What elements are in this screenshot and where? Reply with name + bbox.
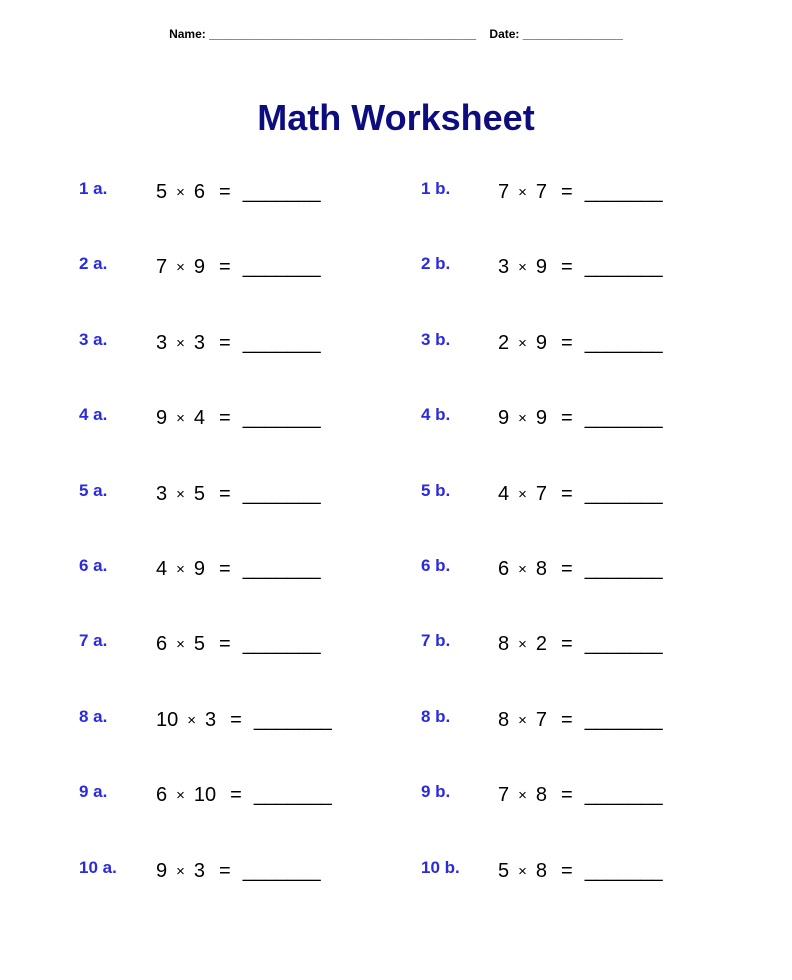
equals-sign: =: [561, 482, 573, 505]
times-sign: ×: [176, 410, 185, 428]
operand-b: 3: [205, 708, 217, 731]
answer-blank[interactable]: _______: [253, 708, 332, 731]
name-field[interactable]: ________________________________________: [209, 27, 477, 41]
times-sign: ×: [518, 259, 527, 277]
problem-label: 1 b.: [421, 179, 451, 198]
operand-b: 4: [193, 407, 206, 430]
answer-blank[interactable]: _______: [584, 633, 663, 656]
answer-blank[interactable]: _______: [584, 256, 663, 279]
problem-expression: [498, 332, 663, 355]
problem-expression: [156, 181, 321, 204]
problem-expression: [156, 709, 332, 732]
times-sign: ×: [176, 184, 185, 201]
times-sign: ×: [176, 485, 185, 503]
operand-b: 6: [193, 181, 206, 203]
answer-blank[interactable]: _______: [584, 407, 663, 430]
answer-blank[interactable]: _______: [584, 331, 663, 354]
name-label: Name:: [169, 27, 206, 41]
date-label: Date:: [489, 27, 520, 41]
answer-blank[interactable]: _______: [242, 256, 321, 279]
equals-sign: =: [561, 256, 573, 279]
operand-a: 9: [156, 407, 168, 430]
operand-a: 8: [498, 633, 510, 656]
operand-a: 9: [498, 407, 510, 430]
answer-blank[interactable]: _______: [242, 482, 321, 505]
answer-blank[interactable]: _______: [584, 482, 663, 505]
problem-label: 8 a.: [79, 706, 108, 726]
problem-expression: [498, 784, 663, 807]
problem-expression: [156, 483, 321, 506]
operand-a: 7: [156, 256, 168, 279]
times-sign: ×: [176, 334, 185, 352]
equals-sign: =: [561, 633, 573, 656]
problem-expression: [498, 558, 663, 581]
operand-a: 5: [156, 181, 168, 203]
times-sign: ×: [176, 259, 185, 277]
problem-label: 4 b.: [421, 405, 451, 425]
times-sign: ×: [518, 561, 527, 578]
problem-label: 7 b.: [421, 631, 451, 651]
problem-label: 10 a.: [79, 857, 117, 877]
operand-b: 7: [535, 708, 548, 731]
equals-sign: =: [561, 784, 573, 807]
operand-a: 7: [498, 784, 510, 807]
operand-a: 7: [498, 181, 510, 203]
equals-sign: =: [219, 256, 231, 279]
operand-a: 9: [156, 859, 168, 882]
problem-expression: [498, 181, 663, 204]
answer-blank[interactable]: _______: [584, 708, 663, 731]
times-sign: ×: [176, 862, 185, 880]
operand-a: 10: [156, 708, 179, 731]
times-sign: ×: [176, 561, 185, 578]
answer-blank[interactable]: _______: [242, 407, 321, 430]
operand-a: 3: [156, 331, 168, 354]
times-sign: ×: [518, 711, 527, 729]
answer-blank[interactable]: _______: [584, 859, 663, 882]
operand-a: 4: [156, 558, 168, 580]
times-sign: ×: [518, 862, 527, 880]
problem-label: 9 a.: [79, 782, 108, 802]
operand-b: 8: [535, 784, 548, 807]
equals-sign: =: [219, 407, 231, 430]
problem-label: 2 a.: [79, 254, 108, 274]
problem-expression: [156, 407, 321, 430]
problem-label: 3 a.: [79, 329, 108, 349]
problem-expression: [498, 633, 663, 656]
operand-b: 2: [535, 633, 548, 656]
operand-b: 9: [535, 256, 548, 279]
equals-sign: =: [561, 859, 573, 882]
equals-sign: =: [561, 331, 573, 354]
problem-label: 1 a.: [79, 179, 108, 198]
problem-expression: [498, 483, 663, 506]
problem-label: 7 a.: [79, 631, 108, 651]
operand-a: 5: [498, 859, 510, 882]
times-sign: ×: [518, 334, 527, 352]
times-sign: ×: [518, 184, 527, 201]
times-sign: ×: [518, 636, 527, 654]
problem-label: 8 b.: [421, 706, 451, 726]
equals-sign: =: [561, 181, 573, 203]
problem-expression: [156, 784, 332, 807]
operand-b: 9: [193, 256, 206, 279]
equals-sign: =: [219, 859, 231, 882]
name-date-line: [0, 27, 792, 41]
problem-label: 4 a.: [79, 405, 108, 425]
problem-expression: [498, 860, 663, 883]
operand-a: 4: [498, 482, 510, 505]
problem-label: 5 a.: [79, 480, 108, 500]
answer-blank[interactable]: _______: [253, 784, 332, 807]
times-sign: ×: [176, 636, 185, 654]
problem-label: 6 a.: [79, 556, 108, 575]
equals-sign: =: [219, 482, 231, 505]
equals-sign: =: [561, 407, 573, 430]
times-sign: ×: [176, 787, 185, 805]
problem-expression: [498, 256, 663, 279]
problem-expression: [156, 633, 321, 656]
problem-expression: [156, 860, 321, 883]
problem-expression: [156, 558, 321, 581]
operand-b: 3: [193, 859, 206, 882]
answer-blank[interactable]: _______: [242, 181, 321, 203]
problem-label: 5 b.: [421, 480, 451, 500]
problem-expression: [156, 332, 321, 355]
problem-label: 9 b.: [421, 782, 451, 802]
operand-a: 6: [156, 784, 168, 807]
operand-b: 7: [535, 181, 548, 203]
operand-a: 3: [156, 482, 168, 505]
answer-blank[interactable]: _______: [584, 784, 663, 807]
answer-blank[interactable]: _______: [584, 558, 663, 580]
equals-sign: =: [219, 181, 231, 203]
operand-b: 9: [535, 407, 548, 430]
operand-a: 8: [498, 708, 510, 731]
answer-blank[interactable]: _______: [242, 558, 321, 580]
operand-a: 3: [498, 256, 510, 279]
equals-sign: =: [219, 558, 231, 580]
equals-sign: =: [219, 331, 231, 354]
problem-label: 10 b.: [421, 857, 460, 877]
problem-expression: [156, 256, 321, 279]
operand-b: 5: [193, 482, 206, 505]
worksheet-title: Math Worksheet: [257, 97, 535, 138]
equals-sign: =: [561, 558, 573, 580]
date-field[interactable]: _______________: [522, 27, 623, 41]
times-sign: ×: [187, 711, 197, 729]
problem-expression: [498, 709, 663, 732]
equals-sign: =: [561, 708, 573, 731]
operand-a: 2: [498, 331, 510, 354]
times-sign: ×: [518, 410, 527, 428]
operand-b: 5: [193, 633, 206, 656]
operand-b: 9: [535, 331, 548, 354]
equals-sign: =: [230, 784, 242, 807]
operand-b: 3: [193, 331, 206, 354]
problem-label: 3 b.: [421, 329, 451, 349]
answer-blank[interactable]: _______: [242, 633, 321, 656]
operand-b: 7: [535, 482, 548, 505]
operand-a: 6: [498, 558, 510, 580]
equals-sign: =: [219, 633, 231, 656]
answer-blank[interactable]: _______: [242, 331, 321, 354]
times-sign: ×: [518, 485, 527, 503]
operand-b: 8: [535, 859, 548, 882]
operand-b: 10: [193, 784, 217, 807]
operand-b: 9: [193, 558, 206, 580]
operand-a: 6: [156, 633, 168, 656]
answer-blank[interactable]: _______: [584, 181, 663, 203]
equals-sign: =: [230, 708, 242, 731]
problem-expression: [498, 407, 663, 430]
problem-label: 2 b.: [421, 254, 451, 274]
operand-b: 8: [535, 558, 548, 580]
answer-blank[interactable]: _______: [242, 859, 321, 882]
times-sign: ×: [518, 787, 527, 805]
problem-label: 6 b.: [421, 556, 451, 575]
